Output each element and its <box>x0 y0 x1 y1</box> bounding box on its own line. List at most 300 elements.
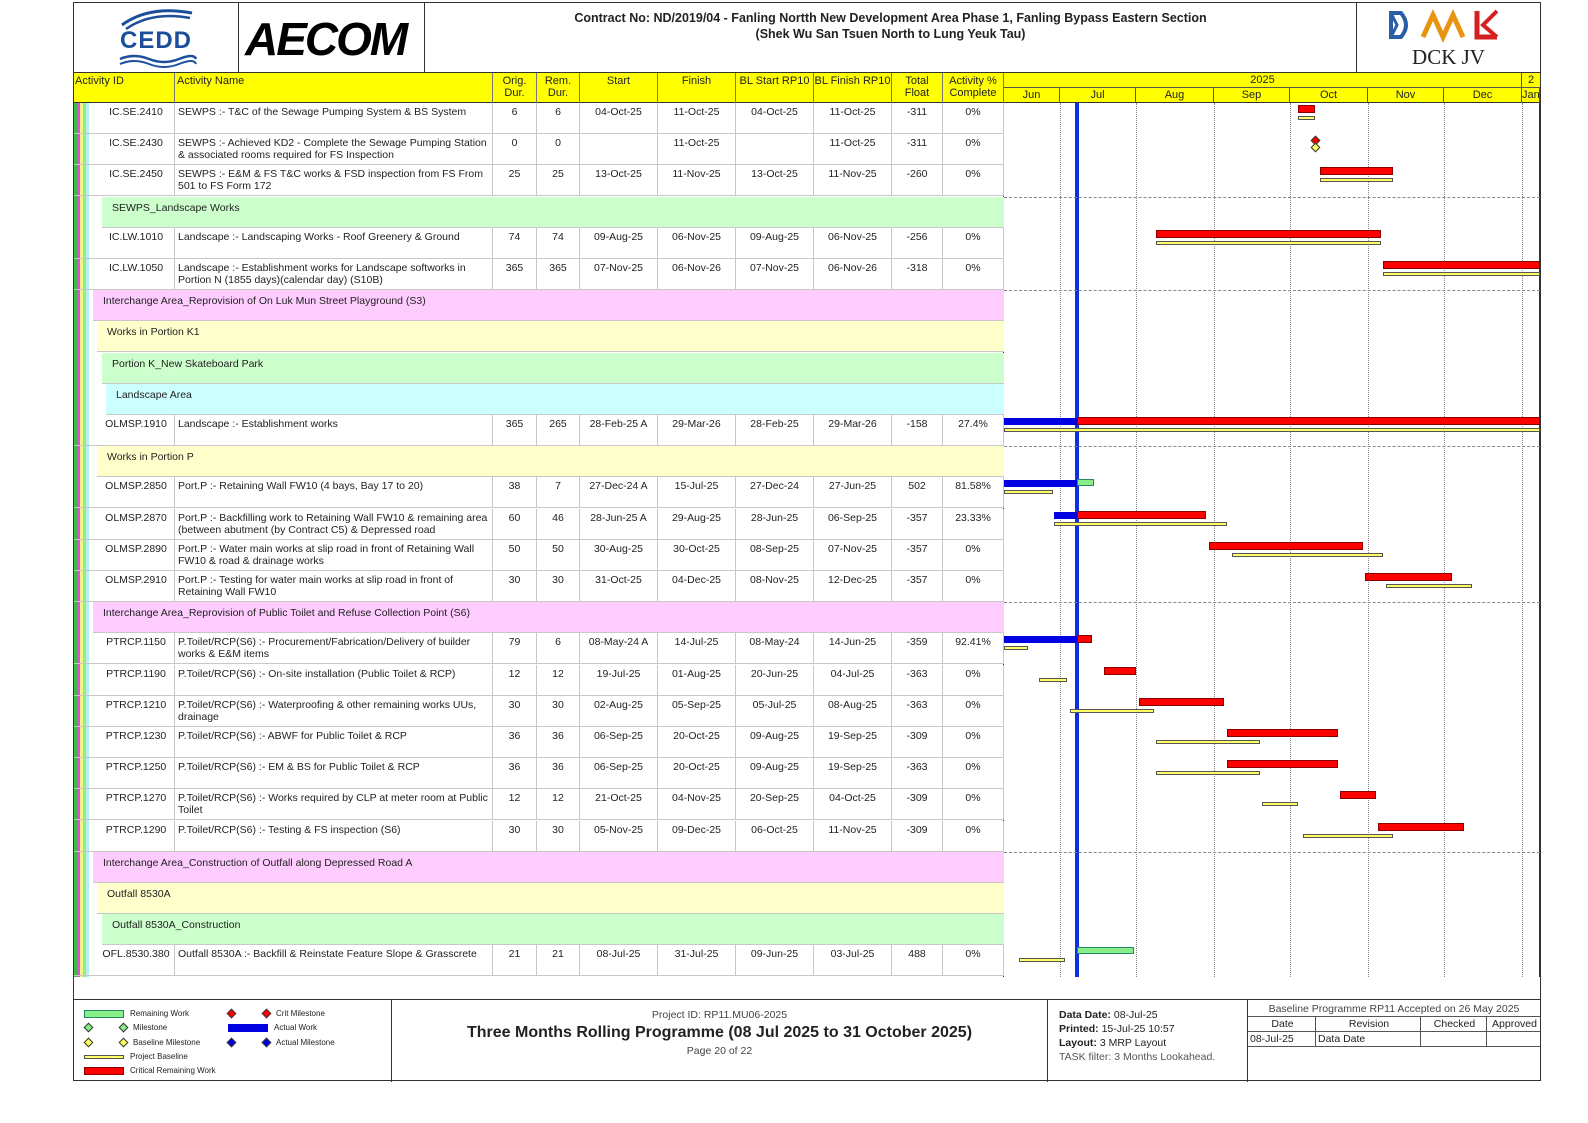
activity-row[interactable] <box>74 758 1004 789</box>
column-header-row <box>74 73 1540 103</box>
orig-dur: 12 <box>493 665 537 696</box>
timescale-header <box>1004 73 1540 103</box>
rem-dur: 30 <box>537 571 580 602</box>
section-gridline <box>1004 197 1540 198</box>
data-date-value: 08-Jul-25 <box>1113 1009 1158 1021</box>
activity-row[interactable] <box>74 696 1004 727</box>
bl-finish: 11-Nov-25 <box>814 165 892 196</box>
activity-name: Outfall 8530A :- Backfill & Reinstate Feature Slope & Grasscrete <box>175 945 493 976</box>
layout-value: 3 MRP Layout <box>1099 1037 1167 1049</box>
wbs-group-label: Works in Portion P <box>107 451 194 463</box>
activity-row[interactable] <box>74 665 1004 696</box>
orig-dur: 36 <box>493 727 537 758</box>
col-pct-complete[interactable]: Activity % Complete <box>943 73 1004 103</box>
total-float: -357 <box>892 571 943 602</box>
bl-start: 13-Oct-25 <box>736 165 814 196</box>
bl-start: 20-Sep-25 <box>736 789 814 820</box>
wbs-group-row[interactable] <box>93 602 1004 633</box>
baseline-bar[interactable] <box>1156 241 1381 245</box>
rem-dur: 6 <box>537 633 580 664</box>
layout-label: Layout: <box>1059 1037 1097 1049</box>
baseline-bar[interactable] <box>1262 802 1297 806</box>
baseline-col-checked: Checked <box>1421 1017 1487 1032</box>
activity-id: OLMSP.2890 <box>98 540 175 571</box>
critical-remaining-bar[interactable] <box>1077 511 1206 519</box>
col-orig-dur[interactable]: Orig. Dur. <box>493 73 537 103</box>
bl-start: 09-Jun-25 <box>736 945 814 976</box>
bl-finish: 06-Nov-26 <box>814 259 892 290</box>
wbs-group-row[interactable] <box>97 883 1004 914</box>
critical-remaining-bar[interactable] <box>1298 105 1316 113</box>
rem-dur: 30 <box>537 821 580 852</box>
col-bl-start[interactable]: BL Start RP10 <box>736 73 814 103</box>
activity-row[interactable] <box>74 633 1004 664</box>
baseline-bar[interactable] <box>1070 709 1154 713</box>
start-date: 28-Jun-25 A <box>580 509 658 540</box>
pct-complete: 0% <box>943 696 1004 727</box>
legend-baseline-milestone: Baseline Milestone <box>133 1038 201 1047</box>
wbs-group-label: Outfall 8530A_Construction <box>112 919 241 931</box>
orig-dur: 6 <box>493 103 537 134</box>
finish-date: 01-Aug-25 <box>658 665 736 696</box>
activity-name: P.Toilet/RCP(S6) :- Waterproofing & other remaining works UUs, drainage <box>175 696 493 727</box>
total-float: -359 <box>892 633 943 664</box>
orig-dur: 30 <box>493 571 537 602</box>
wbs-group-row[interactable] <box>102 914 1004 945</box>
baseline-col-approved: Approved <box>1487 1017 1540 1032</box>
critical-remaining-bar[interactable] <box>1227 729 1338 737</box>
critical-remaining-bar[interactable] <box>1077 417 1540 425</box>
wbs-group-row[interactable] <box>106 384 1004 415</box>
start-date: 21-Oct-25 <box>580 789 658 820</box>
activity-name: Port.P :- Water main works at slip road in front of Retaining Wall FW10 & road & drainage works <box>175 540 493 571</box>
orig-dur: 365 <box>493 415 537 446</box>
pct-complete: 81.58% <box>943 477 1004 508</box>
col-start[interactable]: Start <box>580 73 658 103</box>
bl-finish: 14-Jun-25 <box>814 633 892 664</box>
col-bl-finish[interactable]: BL Finish RP10 <box>814 73 892 103</box>
bl-finish: 19-Sep-25 <box>814 758 892 789</box>
critical-remaining-bar[interactable] <box>1156 230 1381 238</box>
bl-start <box>736 134 814 165</box>
baseline-bar[interactable] <box>1386 584 1472 588</box>
orig-dur: 25 <box>493 165 537 196</box>
bl-start: 06-Oct-25 <box>736 821 814 852</box>
wbs-group-row[interactable] <box>97 446 1004 477</box>
start-date: 02-Aug-25 <box>580 696 658 727</box>
baseline-row-checked <box>1421 1032 1487 1047</box>
bl-finish: 04-Jul-25 <box>814 665 892 696</box>
start-date: 08-May-24 A <box>580 633 658 664</box>
legend-remaining-work: Remaining Work <box>130 1009 189 1018</box>
critical-remaining-bar[interactable] <box>1077 635 1092 643</box>
total-float: -309 <box>892 727 943 758</box>
bl-finish: 11-Oct-25 <box>814 134 892 165</box>
rem-dur: 12 <box>537 665 580 696</box>
timescale-month: Jul <box>1060 88 1136 103</box>
timescale-month: Oct <box>1290 88 1368 103</box>
col-total-float[interactable]: Total Float <box>892 73 943 103</box>
bl-start: 09-Aug-25 <box>736 228 814 259</box>
finish-date: 20-Oct-25 <box>658 758 736 789</box>
total-float: -357 <box>892 540 943 571</box>
baseline-bar[interactable] <box>1383 272 1540 276</box>
bl-finish: 06-Nov-25 <box>814 228 892 259</box>
activity-name: P.Toilet/RCP(S6) :- ABWF for Public Toilet & RCP <box>175 727 493 758</box>
legend <box>74 1000 392 1082</box>
baseline-bar[interactable] <box>1298 116 1316 120</box>
activity-id: PTRCP.1230 <box>98 727 175 758</box>
dck-jv-logo-text: DCK JV <box>1412 45 1485 69</box>
activity-id: PTRCP.1270 <box>98 789 175 820</box>
finish-date: 31-Jul-25 <box>658 945 736 976</box>
activity-name: Landscape :- Landscaping Works - Roof Greenery & Ground <box>175 228 493 259</box>
baseline-bar[interactable] <box>1054 522 1226 526</box>
baseline-bar[interactable] <box>1039 678 1067 682</box>
col-rem-dur[interactable]: Rem. Dur. <box>537 73 580 103</box>
finish-date: 29-Mar-26 <box>658 415 736 446</box>
rem-dur: 21 <box>537 945 580 976</box>
activity-name: Port.P :- Testing for water main works at slip road in front of Retaining Wall FW10 <box>175 571 493 602</box>
baseline-bar[interactable] <box>1019 958 1065 962</box>
baseline-milestone-icon <box>84 1038 94 1048</box>
wbs-group-label: SEWPS_Landscape Works <box>112 202 240 214</box>
bl-finish: 12-Dec-25 <box>814 571 892 602</box>
total-float: -256 <box>892 228 943 259</box>
contract-title-line2: (Shek Wu San Tsuen North to Lung Yeuk Tau) <box>755 27 1026 41</box>
total-float: 502 <box>892 477 943 508</box>
wbs-group-row[interactable] <box>102 353 1004 384</box>
total-float: -311 <box>892 134 943 165</box>
baseline-table <box>1248 1000 1540 1082</box>
aecom-logo <box>239 3 425 73</box>
orig-dur: 79 <box>493 633 537 664</box>
activity-table <box>74 103 1004 977</box>
total-float: -158 <box>892 415 943 446</box>
total-float: -363 <box>892 665 943 696</box>
timescale-month: Sep <box>1214 88 1290 103</box>
finish-date: 11-Oct-25 <box>658 103 736 134</box>
start-date: 05-Nov-25 <box>580 821 658 852</box>
data-date-label: Data Date: <box>1059 1009 1111 1021</box>
finish-date: 04-Nov-25 <box>658 789 736 820</box>
pct-complete: 0% <box>943 540 1004 571</box>
start-date: 06-Sep-25 <box>580 727 658 758</box>
finish-date: 30-Oct-25 <box>658 540 736 571</box>
baseline-title: Baseline Programme RP11 Accepted on 26 May 2025 <box>1248 1002 1540 1017</box>
activity-row[interactable] <box>74 415 1004 446</box>
activity-name: P.Toilet/RCP(S6) :- On-site installation (Public Toilet & RCP) <box>175 665 493 696</box>
activity-name: P.Toilet/RCP(S6) :- Testing & FS inspection (S6) <box>175 821 493 852</box>
data-date-line <box>1075 103 1079 977</box>
rem-dur: 46 <box>537 509 580 540</box>
task-filter: TASK filter: 3 Months Lookahead. <box>1059 1051 1216 1063</box>
activity-id: OLMSP.2850 <box>98 477 175 508</box>
timescale-month: Dec <box>1444 88 1522 103</box>
legend-crit-milestone: Crit Milestone <box>276 1009 325 1018</box>
bl-start: 05-Jul-25 <box>736 696 814 727</box>
start-date: 08-Jul-25 <box>580 945 658 976</box>
col-activity-id[interactable]: Activity ID <box>74 73 175 103</box>
contract-title-line1: Contract No: ND/2019/04 - Fanling Nortth New Development Area Phase 1, Fanling Bypass Eastern Section <box>574 11 1207 25</box>
timescale-month: Jun <box>1004 88 1060 103</box>
timescale-month: Jan <box>1522 89 1540 101</box>
activity-name: Landscape :- Establishment works <box>175 415 493 446</box>
orig-dur: 36 <box>493 758 537 789</box>
critical-remaining-bar[interactable] <box>1139 698 1225 706</box>
baseline-bar[interactable] <box>1004 490 1053 494</box>
cedd-logo <box>74 3 239 73</box>
wbs-group-label: Interchange Area_Construction of Outfall along Depressed Road A <box>103 857 413 869</box>
rem-dur: 25 <box>537 165 580 196</box>
baseline-bar[interactable] <box>1320 178 1393 182</box>
orig-dur: 12 <box>493 789 537 820</box>
rem-dur: 50 <box>537 540 580 571</box>
bl-start: 08-Nov-25 <box>736 571 814 602</box>
pct-complete: 0% <box>943 945 1004 976</box>
rem-dur: 30 <box>537 696 580 727</box>
actual-work-bar[interactable] <box>1004 418 1077 425</box>
baseline-row-date: 08-Jul-25 <box>1248 1032 1316 1047</box>
bl-finish: 04-Oct-25 <box>814 789 892 820</box>
bl-finish: 27-Jun-25 <box>814 477 892 508</box>
activity-row[interactable] <box>74 540 1004 571</box>
bl-finish: 08-Aug-25 <box>814 696 892 727</box>
wbs-group-row[interactable] <box>102 197 1004 228</box>
bl-start: 28-Feb-25 <box>736 415 814 446</box>
start-date: 06-Sep-25 <box>580 758 658 789</box>
baseline-bar[interactable] <box>1232 553 1383 557</box>
rem-dur: 0 <box>537 134 580 165</box>
page-frame <box>73 2 1541 1081</box>
baseline-milestone-icon[interactable] <box>1311 143 1321 153</box>
timescale-year-next: 2 <box>1522 73 1540 88</box>
pct-complete: 0% <box>943 134 1004 165</box>
bl-start: 27-Dec-24 <box>736 477 814 508</box>
pct-complete: 23.33% <box>943 509 1004 540</box>
cedd-logo-text: CEDD <box>120 27 193 54</box>
remaining-work-bar[interactable] <box>1077 947 1133 954</box>
col-activity-name[interactable]: Activity Name <box>175 73 493 103</box>
printed-value: 15-Jul-25 10:57 <box>1101 1023 1175 1035</box>
baseline-bar[interactable] <box>1004 428 1540 432</box>
section-gridline <box>1004 446 1540 447</box>
print-info <box>1048 1000 1248 1082</box>
legend-critical-remaining-work: Critical Remaining Work <box>130 1066 216 1075</box>
bl-finish: 06-Sep-25 <box>814 509 892 540</box>
aecom-logo-text: AECOM <box>245 13 407 65</box>
baseline-col-revision: Revision <box>1316 1017 1421 1032</box>
rem-dur: 36 <box>537 758 580 789</box>
total-float: -363 <box>892 758 943 789</box>
critical-remaining-bar[interactable] <box>1365 573 1451 581</box>
critical-remaining-bar[interactable] <box>1227 760 1338 768</box>
finish-date: 06-Nov-25 <box>658 228 736 259</box>
wbs-group-row[interactable] <box>97 321 1004 352</box>
pct-complete: 0% <box>943 228 1004 259</box>
activity-id: PTRCP.1150 <box>98 633 175 664</box>
activity-name: SEWPS :- T&C of the Sewage Pumping System & BS System <box>175 103 493 134</box>
total-float: -309 <box>892 821 943 852</box>
activity-name: Port.P :- Retaining Wall FW10 (4 bays, Bay 17 to 20) <box>175 477 493 508</box>
wbs-group-label: Landscape Area <box>116 389 192 401</box>
actual-work-bar[interactable] <box>1004 636 1077 643</box>
rem-dur: 365 <box>537 259 580 290</box>
activity-row[interactable] <box>74 821 1004 852</box>
activity-row[interactable] <box>74 571 1004 602</box>
activity-name: P.Toilet/RCP(S6) :- Procurement/Fabrication/Delivery of builder works & E&M items <box>175 633 493 664</box>
rem-dur: 74 <box>537 228 580 259</box>
total-float: -357 <box>892 509 943 540</box>
milestone-icon <box>84 1023 94 1033</box>
total-float: -309 <box>892 789 943 820</box>
legend-project-baseline: Project Baseline <box>130 1052 188 1061</box>
activity-row[interactable] <box>74 789 1004 820</box>
milestone-icon <box>119 1023 129 1033</box>
activity-name: P.Toilet/RCP(S6) :- Works required by CLP at meter room at Public Toilet <box>175 789 493 820</box>
crit-milestone-icon <box>227 1009 237 1019</box>
bl-finish: 29-Mar-26 <box>814 415 892 446</box>
start-date: 09-Aug-25 <box>580 228 658 259</box>
activity-row[interactable] <box>74 477 1004 508</box>
wbs-group-label: Interchange Area_Reprovision of On Luk Mun Street Playground (S3) <box>103 295 426 307</box>
col-finish[interactable]: Finish <box>658 73 736 103</box>
bl-start: 09-Aug-25 <box>736 727 814 758</box>
critical-remaining-bar[interactable] <box>1320 167 1393 175</box>
legend-actual-work: Actual Work <box>274 1023 317 1032</box>
page-header <box>74 3 1540 73</box>
orig-dur: 38 <box>493 477 537 508</box>
finish-date: 29-Aug-25 <box>658 509 736 540</box>
total-float: 488 <box>892 945 943 976</box>
activity-row[interactable] <box>74 134 1004 165</box>
pct-complete: 0% <box>943 165 1004 196</box>
remaining-work-swatch <box>84 1010 124 1018</box>
activity-row[interactable] <box>74 259 1004 290</box>
activity-name: Landscape :- Establishment works for Landscape softworks in Portion N (1855 days)(calendar day) (S10B) <box>175 259 493 290</box>
actual-work-bar[interactable] <box>1004 480 1077 487</box>
activity-row[interactable] <box>74 228 1004 259</box>
activity-id: IC.SE.2450 <box>98 165 175 196</box>
baseline-bar[interactable] <box>1303 834 1394 838</box>
programme-info <box>392 1000 1048 1082</box>
activity-row[interactable] <box>74 945 1004 976</box>
wbs-group-label: Works in Portion K1 <box>107 326 200 338</box>
activity-row[interactable] <box>74 103 1004 134</box>
activity-id: PTRCP.1290 <box>98 821 175 852</box>
remaining-work-bar[interactable] <box>1077 479 1094 486</box>
bl-start: 04-Oct-25 <box>736 103 814 134</box>
bl-finish: 07-Nov-25 <box>814 540 892 571</box>
activity-name: Port.P :- Backfilling work to Retaining Wall FW10 & remaining area (between abutment (by Contract C5) & Depressed road <box>175 509 493 540</box>
month-gridline <box>1522 103 1523 977</box>
baseline-milestone-icon <box>119 1038 129 1048</box>
finish-date: 05-Sep-25 <box>658 696 736 727</box>
baseline-bar[interactable] <box>1004 646 1028 650</box>
rem-dur: 265 <box>537 415 580 446</box>
wbs-group-label: Interchange Area_Reprovision of Public Toilet and Refuse Collection Point (S6) <box>103 607 470 619</box>
activity-row[interactable] <box>74 509 1004 540</box>
page-number: Page 20 of 22 <box>686 1045 753 1057</box>
finish-date: 04-Dec-25 <box>658 571 736 602</box>
rem-dur: 12 <box>537 789 580 820</box>
bl-start: 07-Nov-25 <box>736 259 814 290</box>
total-float: -363 <box>892 696 943 727</box>
actual-work-bar[interactable] <box>1054 512 1077 519</box>
page-footer <box>74 999 1540 1081</box>
critical-remaining-bar[interactable] <box>1383 261 1540 269</box>
baseline-bar[interactable] <box>1156 740 1259 744</box>
critical-remaining-work-swatch <box>84 1067 124 1075</box>
activity-id: PTRCP.1190 <box>98 665 175 696</box>
finish-date: 20-Oct-25 <box>658 727 736 758</box>
bl-start: 28-Jun-25 <box>736 509 814 540</box>
critical-remaining-bar[interactable] <box>1340 791 1375 799</box>
pct-complete: 27.4% <box>943 415 1004 446</box>
month-gridline <box>1060 103 1061 977</box>
activity-row[interactable] <box>74 727 1004 758</box>
bl-start: 08-Sep-25 <box>736 540 814 571</box>
timescale-month: Nov <box>1368 88 1444 103</box>
finish-date: 15-Jul-25 <box>658 477 736 508</box>
orig-dur: 21 <box>493 945 537 976</box>
start-date: 19-Jul-25 <box>580 665 658 696</box>
finish-date: 09-Dec-25 <box>658 821 736 852</box>
orig-dur: 30 <box>493 821 537 852</box>
timescale-month: Aug <box>1136 88 1214 103</box>
wbs-group-label: Outfall 8530A <box>107 888 171 900</box>
wbs-group-label: Portion K_New Skateboard Park <box>112 358 264 370</box>
section-gridline <box>1004 852 1540 853</box>
wbs-group-row[interactable] <box>93 290 1004 321</box>
rem-dur: 6 <box>537 103 580 134</box>
gantt-chart <box>1004 103 1540 977</box>
pct-complete: 0% <box>943 259 1004 290</box>
critical-remaining-bar[interactable] <box>1378 823 1464 831</box>
activity-id: OLMSP.1910 <box>98 415 175 446</box>
timescale-year: 2025 <box>1004 73 1522 88</box>
baseline-bar[interactable] <box>1156 771 1259 775</box>
crit-milestone-icon <box>262 1009 272 1019</box>
bl-start: 20-Jun-25 <box>736 665 814 696</box>
pct-complete: 0% <box>943 758 1004 789</box>
pct-complete: 0% <box>943 103 1004 134</box>
orig-dur: 365 <box>493 259 537 290</box>
activity-id: PTRCP.1210 <box>98 696 175 727</box>
total-float: -318 <box>892 259 943 290</box>
activity-name: P.Toilet/RCP(S6) :- EM & BS for Public Toilet & RCP <box>175 758 493 789</box>
start-date: 31-Oct-25 <box>580 571 658 602</box>
finish-date: 11-Nov-25 <box>658 165 736 196</box>
start-date: 28-Feb-25 A <box>580 415 658 446</box>
contract-title <box>425 3 1357 73</box>
critical-remaining-bar[interactable] <box>1104 667 1136 675</box>
activity-row[interactable] <box>74 165 1004 196</box>
pct-complete: 0% <box>943 665 1004 696</box>
start-date: 13-Oct-25 <box>580 165 658 196</box>
activity-id: IC.SE.2410 <box>98 103 175 134</box>
total-float: -260 <box>892 165 943 196</box>
orig-dur: 0 <box>493 134 537 165</box>
critical-remaining-bar[interactable] <box>1209 542 1363 550</box>
activity-id: IC.LW.1050 <box>98 259 175 290</box>
month-gridline <box>1444 103 1445 977</box>
wbs-group-row[interactable] <box>93 852 1004 883</box>
activity-name: SEWPS :- E&M & FS T&C works & FSD inspection from FS From 501 to FS Form 172 <box>175 165 493 196</box>
orig-dur: 50 <box>493 540 537 571</box>
pct-complete: 0% <box>943 821 1004 852</box>
project-id: Project ID: RP11.MU06-2025 <box>651 1009 788 1021</box>
